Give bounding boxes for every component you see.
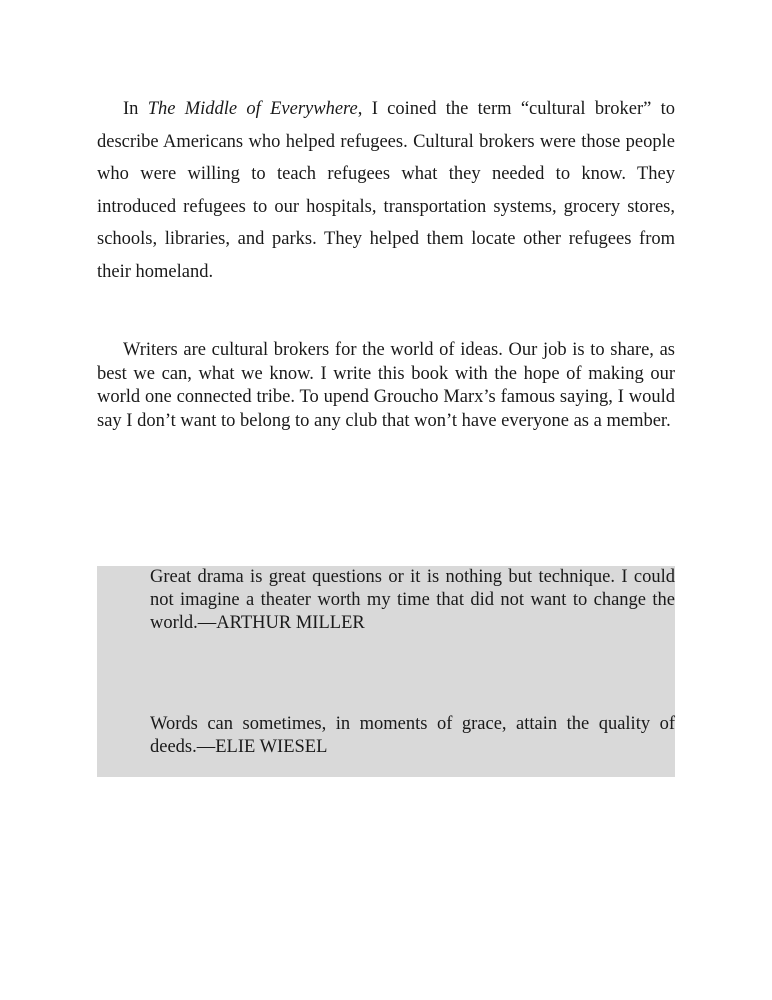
book-title: The Middle of Everywhere (147, 99, 358, 119)
intro-text-start: In (123, 99, 148, 119)
quote-elie-wiesel: Words can sometimes, in moments of grace, attain the quality of deeds.—ELIE WIESEL (150, 714, 675, 757)
intro-paragraph (97, 93, 675, 288)
epigraph-box (97, 566, 675, 777)
intro-text-rest: , I coined the term “cultural broker” to describe Americans who helped refugees. Cultural brokers were those people who were willing to teach refugees what they needed to know. They introduced refugees to our hospitals, transportation systems, grocery stores, schools, libraries, and parks. They helped them locate other refugees from their homeland. (97, 99, 675, 282)
quote-arthur-miller: Great drama is great questions or it is nothing but technique. I could not imagine a theater worth my time that did not want to change the world.—ARTHUR MILLER (150, 567, 675, 633)
writers-paragraph: Writers are cultural brokers for the world of ideas. Our job is to share, as best we can, what we know. I write this book with the hope of making our world one connected tribe. To upend Groucho Marx’s famous saying, I would say I don’t want to belong to any club that won’t have everyone as a member. (97, 340, 675, 431)
